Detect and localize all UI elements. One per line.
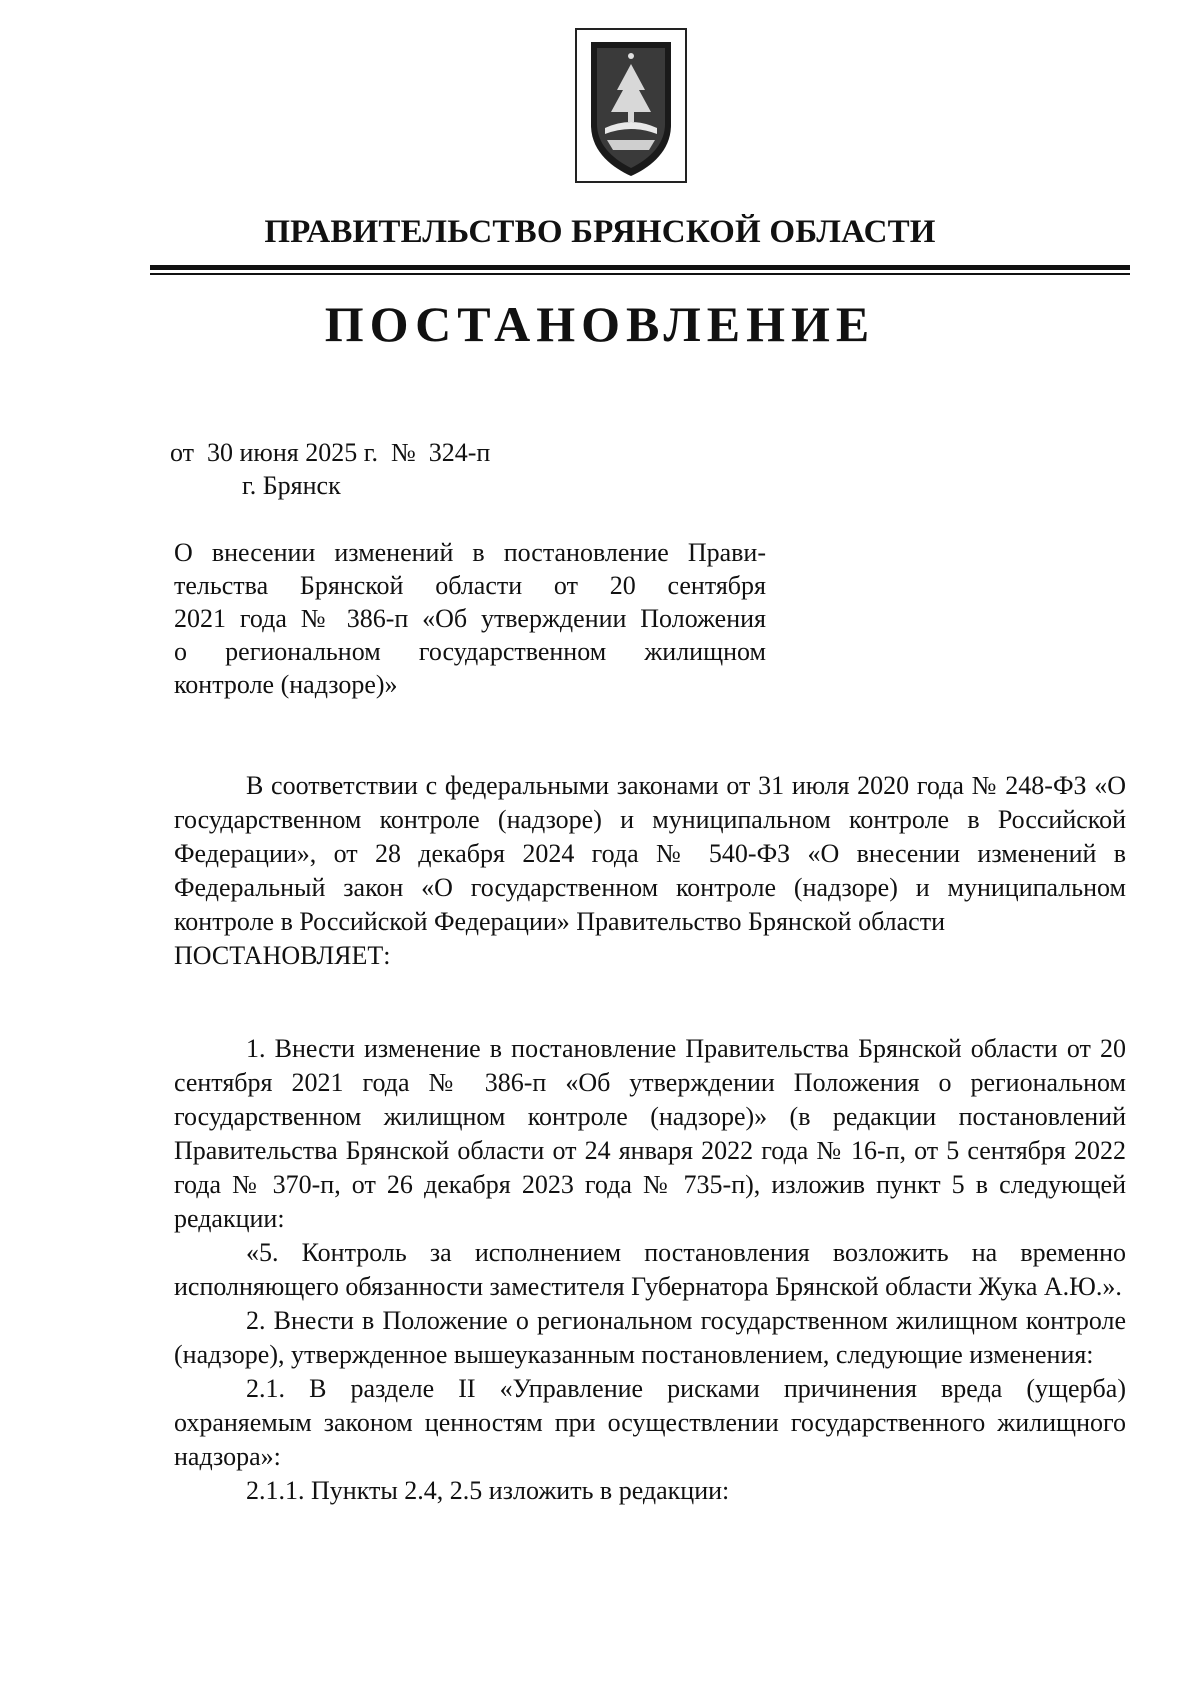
city: г. Брянск xyxy=(242,471,341,500)
item-paragraph: 2.1. В разделе II «Управление рисками причинения вреда (ущерба) охраняемым законом ценностям при осуществлении государственного жилищного надзора»: xyxy=(174,1374,1126,1471)
shield-icon xyxy=(577,30,685,181)
header-rule-thin xyxy=(150,273,1130,275)
subject-line: о региональном государственном жилищном xyxy=(174,637,766,666)
coat-of-arms-emblem xyxy=(575,28,687,183)
document-type-title: ПОСТАНОВЛЕНИЕ xyxy=(324,296,876,352)
subject-line: 2021 года № 386-п «Об утверждении Положения xyxy=(174,604,766,633)
item-paragraph: 2.1.1. Пункты 2.4, 2.5 изложить в редакции: xyxy=(246,1476,730,1505)
document-subject xyxy=(174,536,766,701)
subject-line: тельства Брянской области от 20 сентября xyxy=(174,571,766,600)
subject-line: контроле (надзоре)» xyxy=(174,670,398,699)
subject-line: О внесении изменений в постановление Прави- xyxy=(174,538,766,567)
government-title: ПРАВИТЕЛЬСТВО БРЯНСКОЙ ОБЛАСТИ xyxy=(264,214,936,250)
header-rule-thick xyxy=(150,265,1130,270)
resolves-heading: ПОСТАНОВЛЯЕТ: xyxy=(174,941,391,970)
preamble-paragraph: В соответствии с федеральными законами от 31 июля 2020 года № 248-ФЗ «О государственном контроле (надзоре) и муниципальном контроле в Российской Федерации», от 28 декабря 2024 года № 540-ФЗ «О внесении изменений в Федеральный закон «О государственном контроле (надзоре) и муниципальном контроле в Российской Федерации» Правительство Брянской области xyxy=(174,771,1126,936)
preamble-block xyxy=(174,769,1126,973)
item-paragraph: 1. Внести изменение в постановление Правительства Брянской области от 20 сентября 2021 года № 386-п «Об утверждении Положения о региональном государственном жилищном контроле (надзоре)» (в редакции постановлений Правительства Брянской области от 24 января 2022 года № 16-п, от 5 сентября 2022 года № 370-п, от 26 декабря 2023 года № 735-п), изложив пункт 5 в следующей редакции: xyxy=(174,1034,1126,1233)
date-and-number: от 30 июня 2025 г. № 324-п xyxy=(170,438,491,467)
resolution-items xyxy=(174,1032,1126,1508)
item-paragraph: 2. Внести в Положение о региональном государственном жилищном контроле (надзоре), утвержденное вышеуказанным постановлением, следующие изменения: xyxy=(174,1306,1126,1369)
item-paragraph: «5. Контроль за исполнением постановления возложить на временно исполняющего обязанности заместителя Губернатора Брянской области Жука А.Ю.». xyxy=(174,1238,1126,1301)
